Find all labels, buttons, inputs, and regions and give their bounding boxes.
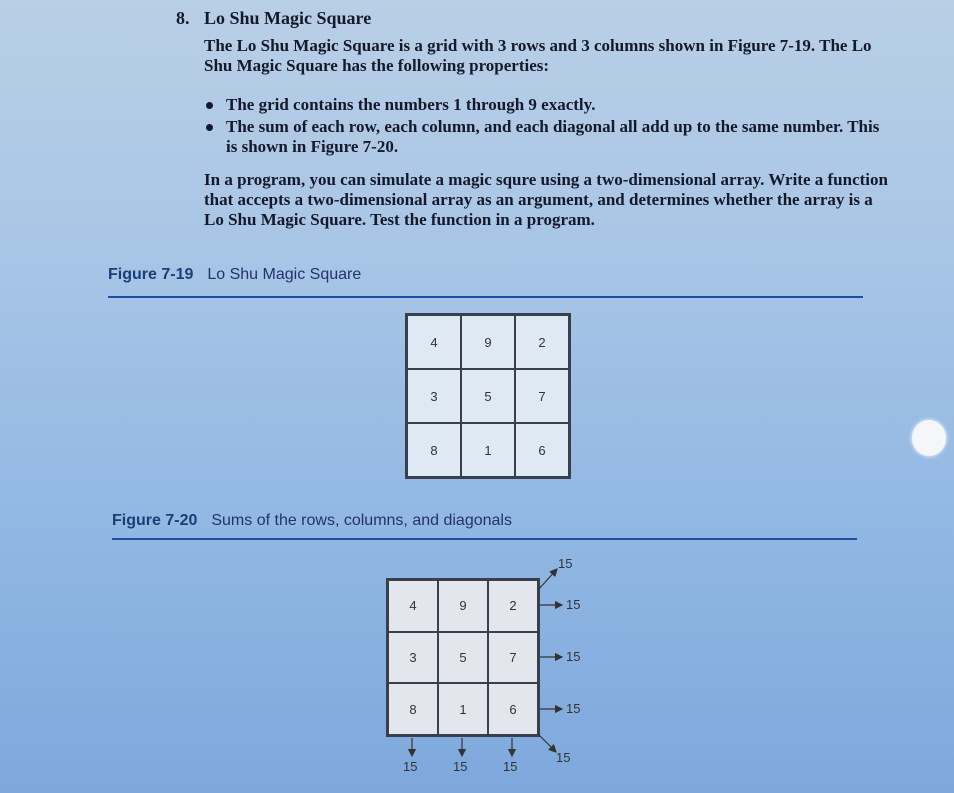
grid-cell: 9 [438, 580, 488, 632]
grid-cell: 2 [515, 315, 569, 369]
grid-cell: 4 [388, 580, 438, 632]
diag-sum-label: 15 [558, 556, 573, 571]
row-sum-label: 15 [566, 701, 581, 716]
col-sum-label: 15 [453, 759, 468, 774]
grid-cell: 8 [407, 423, 461, 477]
figure-number: Figure 7-20 [112, 512, 198, 529]
col-sum-label: 15 [503, 759, 518, 774]
figure-title: Lo Shu Magic Square [207, 266, 362, 283]
problem-number: 8. [176, 8, 190, 28]
grid-cell: 8 [388, 683, 438, 735]
grid-cell: 5 [461, 369, 515, 423]
grid-cell: 3 [388, 632, 438, 684]
grid-cell: 7 [488, 632, 538, 684]
grid-cell: 4 [407, 315, 461, 369]
grid-cell: 1 [438, 683, 488, 735]
col-sum-label: 15 [403, 759, 418, 774]
grid-cell: 9 [461, 315, 515, 369]
task-paragraph: In a program, you can simulate a magic squre using a two-dimensional array. Write a function that accepts a two-dimensional array as an argument, and determines whether the array is a Lo Shu Magic Square. Test the function in a program. [204, 170, 888, 229]
diag-arrow-bottom [538, 734, 556, 752]
list-item: The grid contains the numbers 1 through 9 exactly. [204, 95, 894, 115]
grid-cell: 2 [488, 580, 538, 632]
grid-cell: 3 [407, 369, 461, 423]
grid-cell: 7 [515, 369, 569, 423]
grid-cell: 5 [438, 632, 488, 684]
grid-cell: 1 [461, 423, 515, 477]
diag-sum-label: 15 [556, 750, 571, 765]
figure-number: Figure 7-19 [108, 266, 194, 283]
row-sum-label: 15 [566, 597, 581, 612]
list-item: The sum of each row, each column, and each diagonal all add up to the same number. This is shown in Figure 7-20. [204, 117, 894, 157]
intro-paragraph: The Lo Shu Magic Square is a grid with 3 rows and 3 columns shown in Figure 7-19. The Lo Shu Magic Square has the following properties: [204, 36, 872, 75]
row-sum-label: 15 [566, 649, 581, 664]
diag-arrow-top [538, 569, 557, 590]
figure-title: Sums of the rows, columns, and diagonals [211, 512, 512, 529]
grid-cell: 6 [488, 683, 538, 735]
glare-spot [912, 420, 946, 456]
problem-title: Lo Shu Magic Square [204, 8, 372, 28]
grid-cell: 6 [515, 423, 569, 477]
